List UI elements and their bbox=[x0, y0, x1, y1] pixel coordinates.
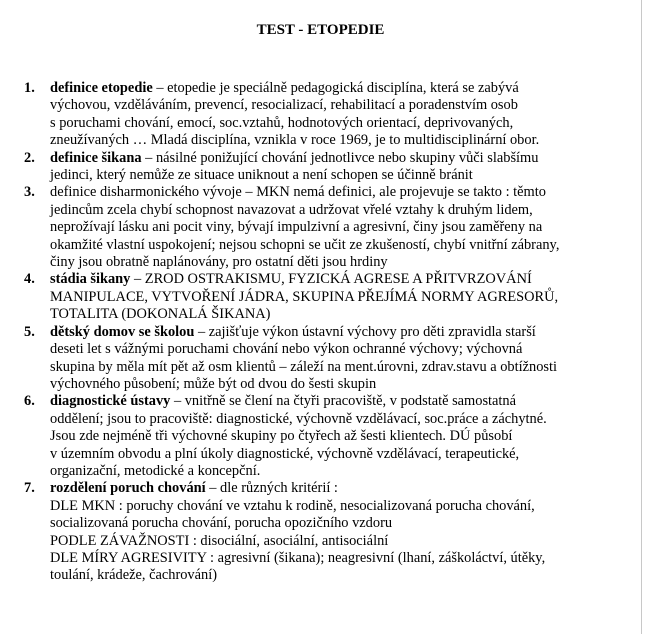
item-text-line: jedincům zcela chybí schopnost navazovat a udržovat vřelé vztahy k druhým lidem, bbox=[50, 201, 533, 218]
document-title: TEST - ETOPEDIE bbox=[256, 22, 385, 38]
item-text-line: jedinci, který nemůže ze situace uniknout a není schopen se účinně bránit bbox=[50, 167, 473, 184]
item-text-line: s poruchami chování, emocí, soc.vztahů, hodnotových orientací, deprivovaných, bbox=[50, 114, 514, 131]
item-term: definice etopedie bbox=[50, 80, 153, 96]
item-text-line: v územním obvodu a plní úkoly diagnostické, výchovně vzdělávací, terapeutické, bbox=[50, 445, 520, 462]
item-text-line: organizační, metodické a koncepční. bbox=[50, 462, 261, 479]
item-definition: – dle různých kritérií : bbox=[205, 480, 338, 497]
list-item bbox=[24, 324, 624, 394]
item-text-line bbox=[50, 480, 624, 497]
list-item bbox=[24, 184, 624, 271]
item-text-line: výchovou, vzděláváním, prevencí, resocializací, rehabilitací a poradenstvím osob bbox=[50, 97, 518, 114]
item-definition: – ZROD OSTRAKISMU, FYZICKÁ AGRESE A PŘITVRZOVÁNÍ bbox=[130, 271, 532, 288]
item-definition: – vnitřně se člení na čtyři pracoviště, v podstatě samostatná bbox=[170, 393, 517, 410]
item-definition: – násilné ponižující chování jednotlivce nebo skupiny vůči slabšímu bbox=[141, 149, 539, 166]
item-text-line: PODLE ZÁVAŽNOSTI : disociální, asociální, antisociální bbox=[50, 532, 389, 549]
item-number: 5. bbox=[24, 323, 35, 340]
item-text-line bbox=[50, 184, 624, 201]
item-text-line: oddělení; jsou to pracoviště: diagnostické, výchovně vzdělávací, soc.práce a záchytné. bbox=[50, 410, 547, 427]
item-term: definice disharmonického vývoje bbox=[50, 184, 242, 201]
item-text-line bbox=[50, 324, 624, 341]
item-text-line: TOTALITA (DOKONALÁ ŠIKANA) bbox=[50, 306, 271, 323]
item-term: rozdělení poruch chování bbox=[50, 480, 206, 497]
list-item bbox=[24, 150, 624, 185]
item-term: definice šikana bbox=[50, 149, 142, 166]
item-number: 3. bbox=[24, 184, 35, 201]
item-text-line: činy jsou obratně naplánovány, pro ostatní děti jsou hrdiny bbox=[50, 254, 388, 271]
item-number: 4. bbox=[24, 271, 35, 288]
item-term: dětský domov se školou bbox=[50, 323, 195, 340]
item-text-line bbox=[50, 150, 624, 167]
item-text-line: okamžité vlastní uspokojení; nejsou schopni se učit ze zkušeností, chybí vnitřní zábrany, bbox=[50, 236, 560, 253]
item-text-line: DLE MKN : poruchy chování ve vztahu k rodině, nesocializovaná porucha chování, bbox=[50, 497, 535, 514]
item-text-line: skupina by měla mít pět až osm klientů – záleží na ment.úrovni, zdrav.stavu a obtížnosti bbox=[50, 358, 558, 375]
definition-list bbox=[24, 80, 624, 585]
item-text-line: toulání, krádeže, čachrování) bbox=[50, 567, 218, 584]
list-item bbox=[24, 393, 624, 480]
item-text-line: výchovného působení; může být od dvou do šesti skupin bbox=[50, 375, 377, 392]
item-text-line: deseti let s vážnými poruchami chování nebo výkon ochranné výchovy; výchovná bbox=[50, 341, 523, 358]
item-text-line: zneužívaných … Mladá disciplína, vznikla v roce 1969, je to multidisciplinární obor. bbox=[50, 132, 540, 149]
item-text-line: MANIPULACE, VYTVOŘENÍ JÁDRA, SKUPINA PŘEJÍMÁ NORMY AGRESORŮ, bbox=[50, 288, 559, 305]
list-item bbox=[24, 480, 624, 584]
item-number: 2. bbox=[24, 149, 35, 166]
item-text-line: socializovaná porucha chování, porucha opozičního vzdoru bbox=[50, 515, 393, 532]
item-definition: – etopedie je speciálně pedagogická disciplína, která se zabývá bbox=[152, 80, 519, 96]
item-number: 6. bbox=[24, 393, 35, 410]
item-term: diagnostické ústavy bbox=[50, 393, 171, 410]
item-definition: – MKN nemá definici, ale projevuje se takto : těmto bbox=[241, 184, 546, 201]
item-definition: – zajišťuje výkon ústavní výchovy pro děti zpravidla starší bbox=[194, 323, 536, 340]
item-text-line bbox=[50, 393, 624, 410]
item-text-line bbox=[50, 271, 624, 288]
list-item bbox=[24, 80, 624, 150]
item-text-line: DLE MÍRY AGRESIVITY : agresivní (šikana); neagresivní (lhaní, záškoláctví, útěky, bbox=[50, 549, 546, 566]
item-term: stádia šikany bbox=[50, 271, 131, 288]
item-text-line: neprožívají lásku ani pocit viny, bývají impulzivní a agresivní, činy jsou zaměřeny na bbox=[50, 219, 543, 236]
list-item bbox=[24, 271, 624, 323]
item-number: 1. bbox=[24, 80, 35, 96]
item-text-line: Jsou zde nejméně tři výchovné skupiny po čtyřech až šesti klientech. DÚ působí bbox=[50, 428, 513, 445]
item-number: 7. bbox=[24, 480, 35, 497]
item-text-line bbox=[50, 80, 624, 97]
